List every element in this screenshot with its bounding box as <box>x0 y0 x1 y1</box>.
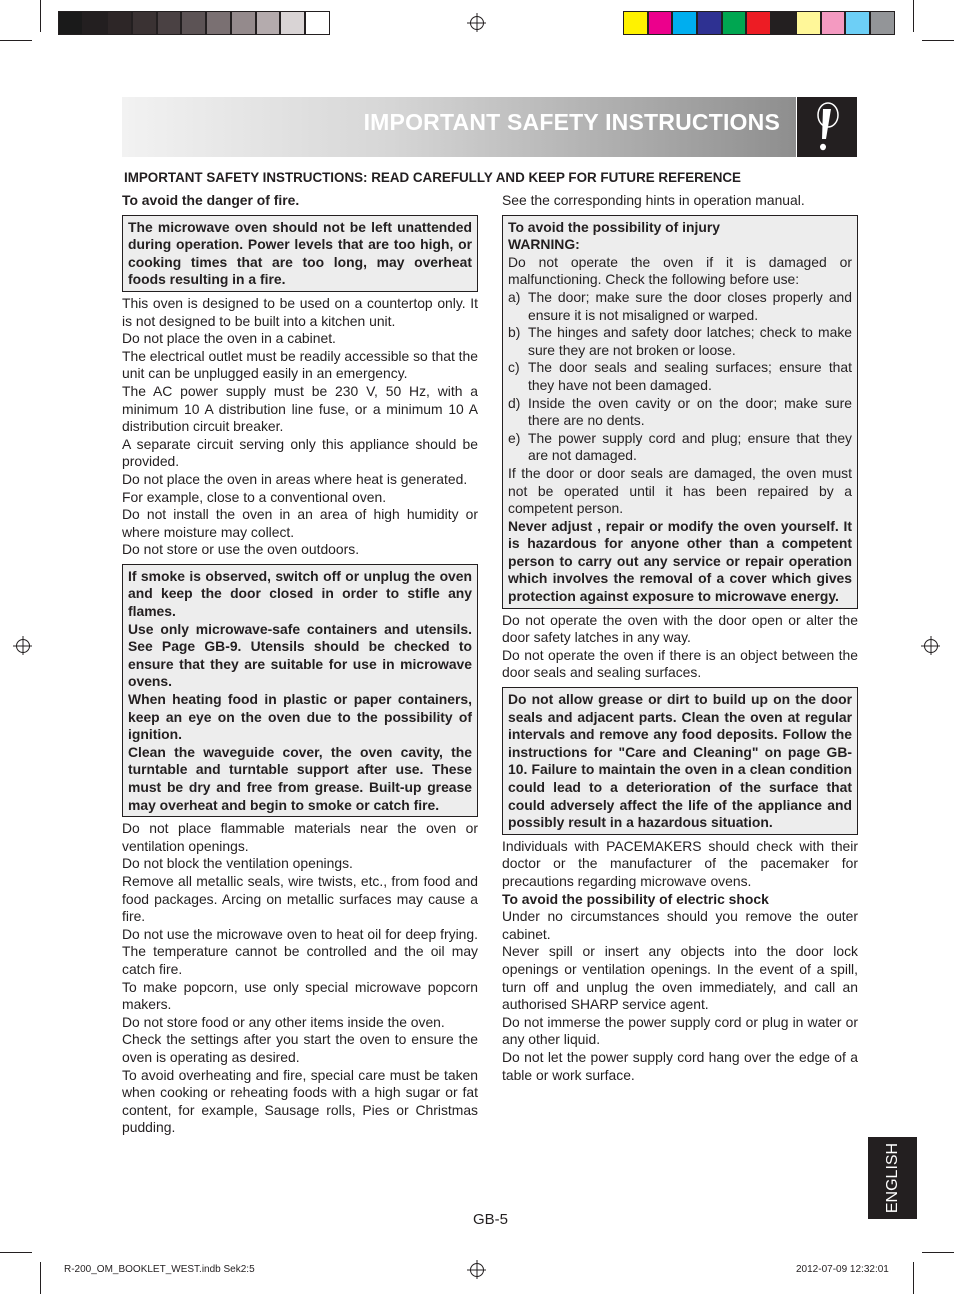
crop-mark <box>922 1252 954 1253</box>
check-item-text: The power supply cord and plug; ensure that they are not damaged. <box>528 429 852 464</box>
paragraph: Do not store or use the oven outdoors. <box>122 541 360 558</box>
warning-label: WARNING: <box>508 236 580 253</box>
usage-paragraphs <box>122 820 478 1137</box>
warning-icon-box <box>797 97 857 157</box>
check-item-text: The hinges and safety door latches; check to make sure they are not broken or loose. <box>528 324 852 358</box>
paragraph: The AC power supply must be 230 V, 50 Hz, with a minimum 10 A distribution line fuse, or a minimum 10 A distribution circuit breaker. <box>122 382 478 435</box>
paragraph: When heating food in plastic or paper containers, keep an eye on the oven due to the possibility of ignition. <box>128 691 472 743</box>
color-swatch <box>132 11 157 35</box>
paragraph: Do not place the oven in areas where heat is generated. <box>122 470 468 487</box>
registration-mark-icon <box>924 639 938 653</box>
color-swatch <box>231 11 256 35</box>
color-swatch <box>305 11 330 35</box>
color-swatch <box>845 11 870 35</box>
language-label: ENGLISH <box>883 1142 901 1214</box>
check-item <box>508 359 852 394</box>
adjust-warning-text: Never adjust , repair or modify the oven yourself. It is hazardous for anyone other than a competent person to carry out any service or repair operation which involves the removal of a cover which gives protection against exposure to microwave energy. <box>508 517 852 605</box>
grayscale-color-bar <box>58 11 330 35</box>
crop-mark <box>922 40 954 41</box>
paragraph: Check the settings after you start the oven to ensure the oven is operating as desired. <box>122 1031 478 1065</box>
registration-mark-icon <box>16 639 30 653</box>
crop-mark <box>0 1252 32 1253</box>
paragraph: Do not immerse the power supply cord or plug in water or any other liquid. <box>502 1013 858 1048</box>
fire-heading: To avoid the danger of fire. <box>122 192 300 208</box>
color-swatch <box>107 11 132 35</box>
right-column <box>502 192 858 1084</box>
pacemaker-text: Individuals with PACEMAKERS should check with their doctor or the manufacturer of the pacemaker for precautions regarding microwave ovens. <box>502 837 858 889</box>
color-swatch <box>821 11 846 35</box>
left-column <box>122 192 478 1137</box>
paragraph: Remove all metallic seals, wire twists, etc., from food and food packages. Arcing on metallic surfaces may cause a fire. <box>122 872 478 925</box>
paragraph: Do not block the ventilation openings. <box>122 855 353 872</box>
paragraph: To make popcorn, use only special microwave popcorn makers. <box>122 978 478 1013</box>
color-swatch <box>771 11 796 35</box>
paragraph: Do not let the power supply cord hang over the edge of a table or work surface. <box>502 1048 858 1083</box>
registration-mark-icon <box>470 16 484 30</box>
grease-warning-text: Do not allow grease or dirt to build up on the door seals and adjacent parts. Clean the oven at regular intervals and remove any food deposits. Follow the instructions for "Care and Cleaning" on page GB-10. Failure to maintain the oven in a clean condition could lead to a deterioration of the surface that could adversely affect the life of the appliance and possibly result in a hazardous situation. <box>508 691 852 831</box>
color-swatch <box>870 11 895 35</box>
check-item-key: a) <box>508 288 521 305</box>
fire-warning-box <box>122 215 478 292</box>
color-swatch <box>623 11 648 35</box>
check-item-key: e) <box>508 429 521 446</box>
check-item-text: Inside the oven cavity or on the door; make sure there are no dents. <box>528 394 852 429</box>
color-swatch <box>746 11 771 35</box>
seal-text: If the door or door seals are damaged, the oven must not be operated until it has been repaired by a competent person. <box>508 464 852 517</box>
smoke-warning-box <box>122 564 478 817</box>
color-swatch <box>697 11 722 35</box>
paragraph: The electrical outlet must be readily accessible so that the unit can be unplugged easily in an emergency. <box>122 347 478 382</box>
injury-heading: To avoid the possibility of injury <box>508 218 720 235</box>
fire-warning-text: The microwave oven should not be left unattended during operation. Power levels that are too high, or cooking times that are too long, may overheat foods resulting in a fire. <box>128 218 472 288</box>
paragraph: If smoke is observed, switch off or unplug the oven and keep the door closed in order to stifle any flames. <box>128 567 472 620</box>
page-title: IMPORTANT SAFETY INSTRUCTIONS <box>363 109 780 135</box>
color-swatch <box>256 11 281 35</box>
check-item-text: The door; make sure the door closes properly and ensure it is not misaligned or warped. <box>528 288 852 323</box>
shock-paragraphs <box>502 908 858 1084</box>
paragraph: To avoid overheating and fire, special care must be taken when cooking or reheating foods with a high sugar or fat content, for example, Sausage rolls, Pies or Christmas pudding. <box>122 1066 478 1136</box>
crop-mark <box>913 0 914 32</box>
crop-mark <box>40 1262 41 1294</box>
color-swatch <box>648 11 673 35</box>
color-swatch <box>181 11 206 35</box>
color-swatch <box>722 11 747 35</box>
footer-timestamp: 2012-07-09 12:32:01 <box>796 1264 889 1275</box>
page-number: GB-5 <box>473 1211 509 1228</box>
paragraph: Under no circumstances should you remove the outer cabinet. <box>502 908 858 942</box>
paragraph: Do not place the oven in a cabinet. <box>122 330 336 347</box>
paragraph: This oven is designed to be used on a countertop only. It is not designed to be built into a kitchen unit. <box>122 294 478 329</box>
color-swatch <box>206 11 231 35</box>
check-item-key: c) <box>508 359 520 376</box>
check-item <box>508 289 852 324</box>
warning-text: Do not operate the oven if it is damaged or malfunctioning. Check the following before use: <box>508 253 852 288</box>
paragraph: Never spill or insert any objects into the door lock openings or ventilation openings. In the event of a spill, turn off and unplug the oven immediately, and call an authorised SHARP service agent. <box>502 943 858 1013</box>
paragraph: A separate circuit serving only this appliance should be provided. <box>122 435 478 470</box>
check-list <box>508 289 852 465</box>
language-tab <box>868 1137 917 1219</box>
injury-warning-box <box>502 215 858 609</box>
paragraph: For example, close to a conventional oven. <box>122 488 387 505</box>
check-item-key: d) <box>508 394 521 411</box>
process-color-bar <box>623 11 895 35</box>
color-swatch <box>157 11 182 35</box>
color-swatch <box>280 11 305 35</box>
paragraph: Clean the waveguide cover, the oven cavity, the turntable and turntable support after use. These must be dry and free from grease. Built-up grease may overheat and begin to smoke or catch fire. <box>128 743 472 813</box>
color-swatch <box>672 11 697 35</box>
check-item-key: b) <box>508 324 521 341</box>
check-item <box>508 395 852 430</box>
section-subheading: IMPORTANT SAFETY INSTRUCTIONS: READ CAREFULLY AND KEEP FOR FUTURE REFERENCE <box>124 170 741 185</box>
door-paragraphs <box>502 612 858 682</box>
paragraph: Do not operate the oven if there is an object between the door seals and sealing surfaces. <box>502 646 858 681</box>
installation-paragraphs <box>122 295 478 559</box>
exclamation-icon <box>797 97 857 157</box>
check-item <box>508 324 852 359</box>
paragraph: Do not store food or any other items inside the oven. <box>122 1013 445 1030</box>
paragraph: Do not install the oven in an area of high humidity or where moisture may collect. <box>122 506 478 540</box>
shock-heading: To avoid the possibility of electric shock <box>502 890 769 907</box>
check-item-text: The door seals and sealing surfaces; ensure that they have not been damaged. <box>528 359 852 393</box>
color-swatch <box>796 11 821 35</box>
intro-text: See the corresponding hints in operation manual. <box>502 192 805 208</box>
paragraph: Do not use the microwave oven to heat oil for deep frying. The temperature cannot be controlled and the oil may catch fire. <box>122 925 478 977</box>
color-swatch <box>58 11 83 35</box>
paragraph: Do not operate the oven with the door open or alter the door safety latches in any way. <box>502 611 858 646</box>
header-banner <box>122 97 796 157</box>
grease-warning-box <box>502 687 858 835</box>
crop-mark <box>40 0 41 32</box>
footer-file-info: R-200_OM_BOOKLET_WEST.indb Sek2:5 <box>64 1264 255 1275</box>
crop-mark <box>0 40 32 41</box>
check-item <box>508 430 852 465</box>
registration-mark-icon <box>470 1263 484 1277</box>
paragraph: Do not place flammable materials near the oven or ventilation openings. <box>122 820 478 854</box>
color-swatch <box>83 11 108 35</box>
paragraph: Use only microwave-safe containers and utensils. See Page GB-9. Utensils should be checked to ensure that they are suitable for use in microwave ovens. <box>128 620 472 690</box>
crop-mark <box>913 1262 914 1294</box>
